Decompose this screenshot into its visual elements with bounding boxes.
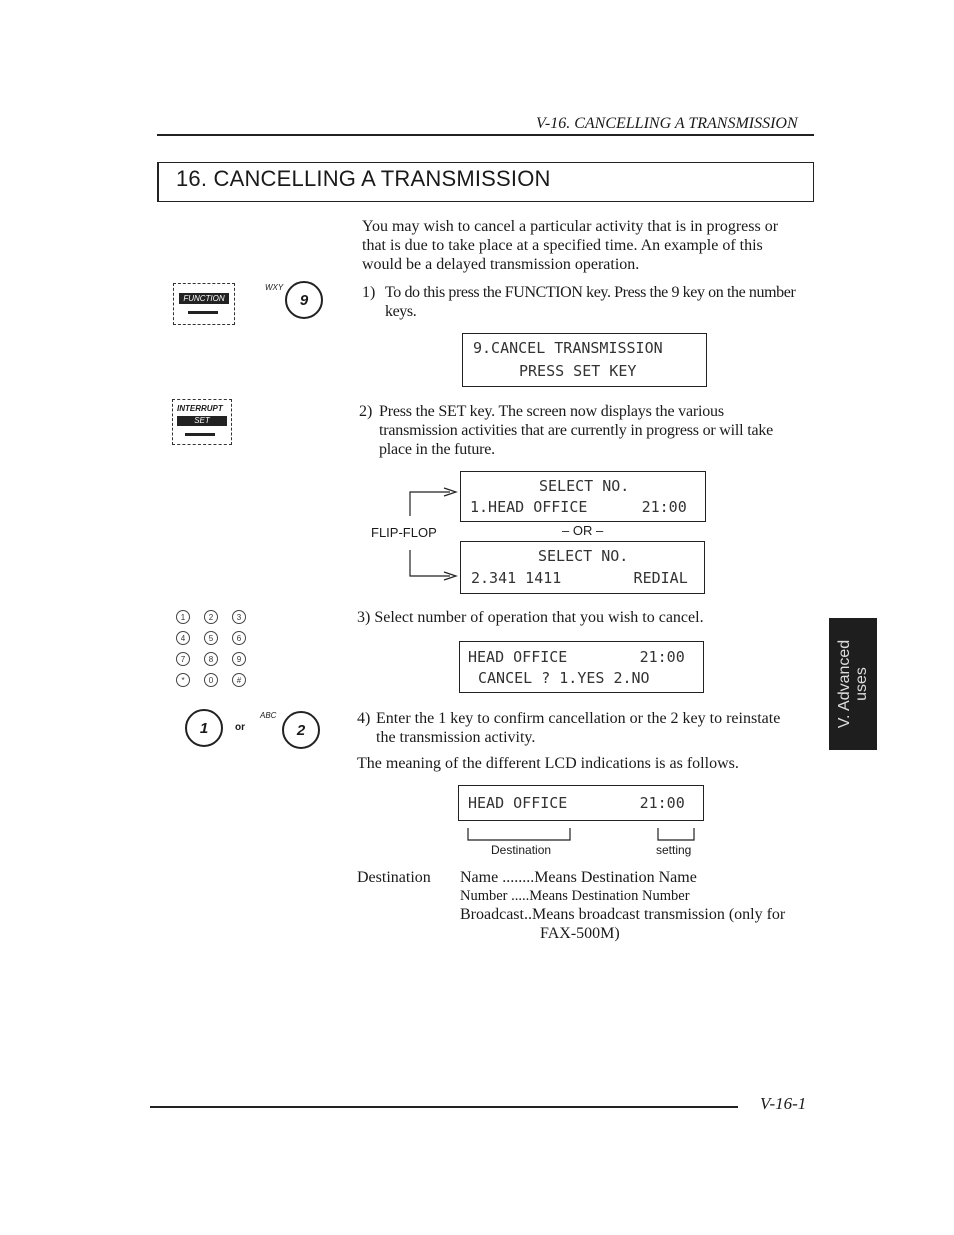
lcd-display-select-head-office — [460, 471, 706, 522]
wxy-label: WXY — [265, 283, 284, 292]
two-key-label: 2 — [296, 721, 306, 739]
step2-text — [379, 402, 815, 459]
lcd-line: SELECT NO. — [539, 477, 630, 495]
section-title: 16. CANCELLING A TRANSMISSION — [176, 166, 551, 191]
nine-key-icon — [285, 281, 323, 319]
function-key-bar — [188, 311, 218, 314]
one-key-label: 1 — [199, 719, 209, 737]
step1-line: To do this press the FUNCTION key. Press the 9 key on the number — [385, 284, 796, 301]
step4-num: 4) — [357, 710, 371, 727]
step1-num: 1) — [362, 284, 376, 301]
keypad-key: 5 — [204, 631, 218, 645]
set-key-icon — [172, 399, 232, 445]
keypad-key: 9 — [232, 652, 246, 666]
destination-row: Broadcast..Means broadcast transmission (only for — [460, 906, 786, 923]
keypad-key: 4 — [176, 631, 190, 645]
step2-line: transmission activities that are currently in progress or will take — [379, 422, 774, 439]
keypad-key: 2 — [204, 610, 218, 624]
header-rule — [157, 134, 814, 136]
number-keypad-icon — [176, 610, 256, 690]
destination-bracket-label: Destination — [491, 843, 552, 857]
two-key-icon — [282, 711, 320, 749]
lcd-line: SELECT NO. — [538, 547, 629, 565]
intro-line: that is due to take place at a specified time. An example of this — [362, 237, 763, 254]
step4-text — [376, 709, 816, 747]
setting-bracket-label: setting — [656, 843, 692, 857]
page-number: V-16-1 — [760, 1094, 807, 1113]
lcd-display-select-redial — [460, 541, 705, 594]
keypad-key: 8 — [204, 652, 218, 666]
footer-rule — [150, 1106, 738, 1108]
intro-line: would be a delayed transmission operation. — [362, 256, 640, 273]
chapter-tab — [829, 618, 877, 750]
running-title: V-16. CANCELLING A TRANSMISSION — [536, 115, 798, 132]
function-key-label: FUNCTION — [179, 293, 229, 304]
step2-line: place in the future. — [379, 441, 495, 458]
destination-row: Name ........Means Destination Name — [460, 869, 697, 886]
destination-row: Number .....Means Destination Number — [460, 888, 690, 904]
intro-line: You may wish to cancel a particular activity that is in progress or — [362, 218, 779, 235]
chapter-tab-line: V. Advanced — [836, 639, 853, 729]
function-key-icon — [173, 283, 235, 325]
or-word: or — [235, 722, 245, 733]
abc-label: ABC — [260, 711, 277, 720]
flip-flop-label: FLIP-FLOP — [371, 525, 437, 540]
lcd-line: 1.HEAD OFFICE 21:00 — [470, 498, 687, 516]
lcd-line: HEAD OFFICE 21:00 — [468, 794, 685, 812]
section-heading-bar — [157, 162, 159, 202]
keypad-key: 6 — [232, 631, 246, 645]
step1-text — [385, 283, 815, 321]
keypad-key: 3 — [232, 610, 246, 624]
keypad-key: 7 — [176, 652, 190, 666]
set-key-label: SET — [177, 416, 227, 426]
lcd-line: 9.CANCEL TRANSMISSION — [473, 339, 663, 357]
lcd-brackets — [460, 826, 700, 844]
interrupt-label: INTERRUPT — [177, 404, 223, 413]
lcd-line: 2.341 1411 REDIAL — [471, 569, 688, 587]
destination-label: Destination — [357, 869, 431, 886]
or-label: – OR – — [562, 523, 604, 538]
chapter-tab-line: uses — [853, 667, 870, 701]
keypad-key: * — [176, 673, 190, 687]
step4-line: the transmission activity. — [376, 729, 536, 746]
lcd-display-example — [458, 785, 704, 821]
nine-key-label: 9 — [299, 291, 309, 309]
lcd-line: HEAD OFFICE 21:00 — [468, 648, 685, 666]
destination-row: FAX-500M) — [540, 925, 620, 942]
intro-paragraph — [362, 217, 818, 274]
one-key-icon — [185, 709, 223, 747]
chapter-tab-label — [836, 640, 870, 728]
step2-num: 2) — [359, 403, 373, 420]
meaning-text: The meaning of the different LCD indications is as follows. — [357, 755, 739, 772]
lcd-line: PRESS SET KEY — [519, 362, 637, 380]
step1-line: keys. — [385, 303, 417, 320]
keypad-key: 0 — [204, 673, 218, 687]
step3-text: 3) Select number of operation that you wish to cancel. — [357, 609, 704, 626]
step2-line: Press the SET key. The screen now displays the various — [379, 403, 724, 420]
keypad-key: # — [232, 673, 246, 687]
lcd-display-cancel-confirm — [459, 641, 704, 693]
lcd-line: CANCEL ? 1.YES 2.NO — [478, 669, 650, 687]
step4-line: Enter the 1 key to confirm cancellation or the 2 key to reinstate — [376, 710, 781, 727]
lcd-display-cancel-transmission — [462, 333, 707, 387]
destination-rows — [460, 868, 820, 943]
set-key-bar — [185, 433, 215, 436]
keypad-key: 1 — [176, 610, 190, 624]
